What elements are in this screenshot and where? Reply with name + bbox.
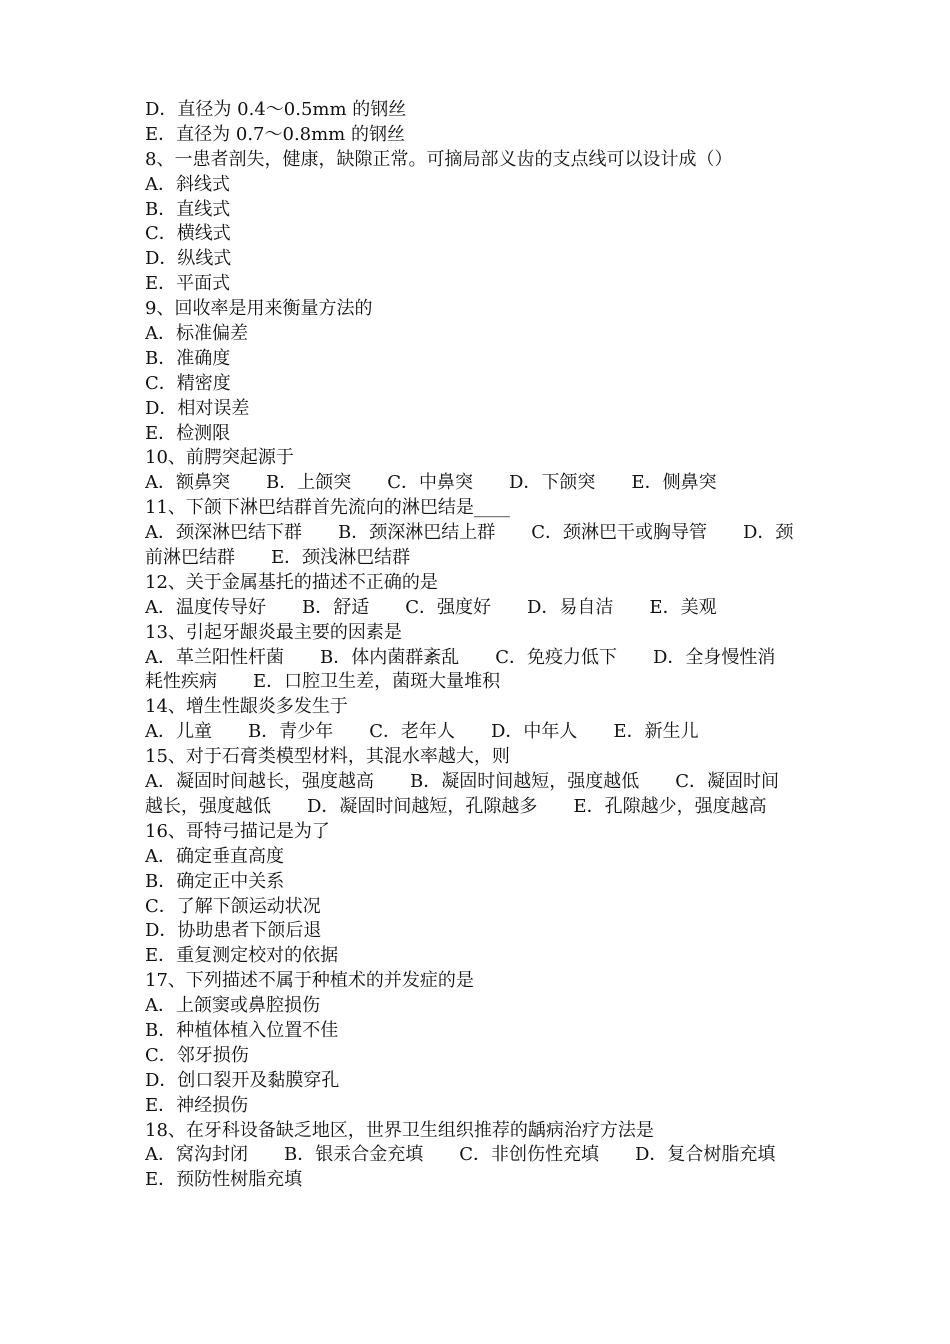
option-line: C．精密度 — [145, 372, 231, 394]
option-line: A．温度传导好 B．舒适 C．强度好 D．易自洁 E．美观 — [145, 596, 717, 618]
option-line: A．颈深淋巴结下群 B．颈深淋巴结上群 C．颈淋巴干或胸导管 D．颈 — [145, 522, 794, 544]
question-17: 17、下列描述不属于种植术的并发症的是 — [145, 970, 474, 992]
option-line: E．检测限 — [145, 422, 231, 444]
option-line: A．标准偏差 — [145, 323, 248, 345]
option-line: E．重复测定校对的依据 — [145, 945, 339, 967]
question-12: 12、关于金属基托的描述不正确的是 — [145, 571, 438, 593]
option-line: E．平面式 — [145, 273, 231, 295]
option-line: D．相对误差 — [145, 397, 250, 419]
option-line: A．确定垂直高度 — [145, 845, 284, 867]
question-11: 11、下颌下淋巴结群首先流向的淋巴结是____ — [145, 497, 510, 519]
option-line: E．预防性树脂充填 — [145, 1169, 303, 1191]
option-line: C．邻牙损伤 — [145, 1044, 249, 1066]
option-line: B．确定正中关系 — [145, 870, 285, 892]
question-14: 14、增生性龈炎多发生于 — [145, 696, 348, 718]
option-line: A．窝沟封闭 B．银汞合金充填 C．非创伤性充填 D．复合树脂充填 — [145, 1144, 776, 1166]
question-18: 18、在牙科设备缺乏地区，世界卫生组织推荐的龋病治疗方法是 — [145, 1119, 654, 1141]
question-10: 10、前腭突起源于 — [145, 447, 294, 469]
question-text-block — [145, 98, 810, 1193]
option-line: 耗性疾病 E．口腔卫生差，菌斑大量堆积 — [145, 671, 501, 693]
option-line: C．了解下颌运动状况 — [145, 895, 321, 917]
option-line: 越长，强度越低 D．凝固时间越短，孔隙越多 E．孔隙越少，强度越高 — [145, 795, 767, 817]
option-line: A．儿童 B．青少年 C．老年人 D．中年人 E．新生儿 — [145, 721, 699, 743]
option-line: A．革兰阳性杆菌 B．体内菌群紊乱 C．免疫力低下 D．全身慢性消 — [145, 646, 776, 668]
question-15: 15、对于石膏类模型材料，其混水率越大，则 — [145, 746, 510, 768]
option-line: B．种植体植入位置不佳 — [145, 1019, 339, 1041]
option-line: B．直线式 — [145, 198, 231, 220]
option-line: D．直径为 0.4～0.5mm 的钢丝 — [145, 99, 407, 120]
option-line: D．纵线式 — [145, 248, 232, 270]
option-line: D．创口裂开及黏膜穿孔 — [145, 1069, 340, 1091]
option-line: A．凝固时间越长，强度越高 B．凝固时间越短，强度越低 C．凝固时间 — [145, 771, 779, 793]
option-line: E．直径为 0.7～0.8mm 的钢丝 — [145, 123, 405, 145]
option-line: A．上颌窦或鼻腔损伤 — [145, 995, 320, 1017]
option-line: 前淋巴结群 E．颈浅淋巴结群 — [145, 547, 411, 569]
option-line: C．横线式 — [145, 223, 231, 245]
question-9: 9、回收率是用来衡量方法的 — [145, 298, 373, 320]
question-13: 13、引起牙龈炎最主要的因素是 — [145, 621, 402, 643]
option-line: A．斜线式 — [145, 173, 230, 195]
option-line: A．额鼻突 B．上颌突 C．中鼻突 D．下颌突 E．侧鼻突 — [145, 472, 717, 494]
option-line: D．协助患者下颌后退 — [145, 920, 322, 942]
question-16: 16、哥特弓描记是为了 — [145, 820, 330, 842]
question-8: 8、一患者剖失，健康，缺隙正常。可摘局部义齿的支点线可以设计成（） — [145, 148, 733, 170]
option-line: B．准确度 — [145, 347, 231, 369]
option-line: E．神经损伤 — [145, 1094, 249, 1116]
